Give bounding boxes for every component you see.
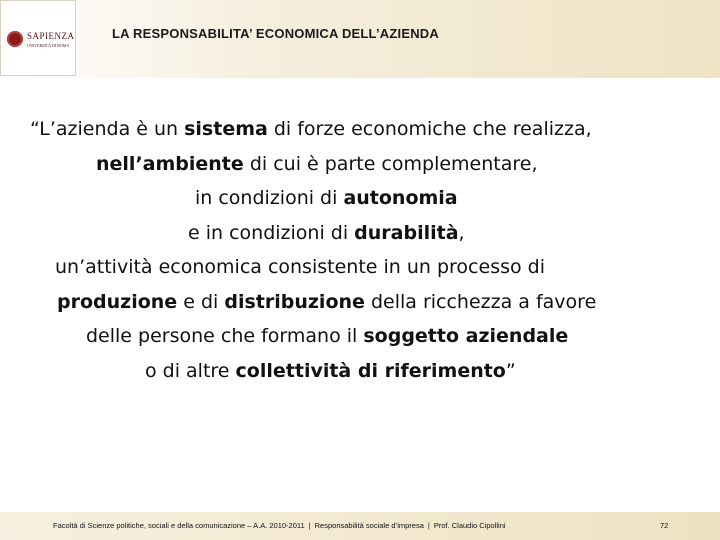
quote-text: della ricchezza a favore — [364, 290, 597, 313]
quote-line-8 — [145, 354, 516, 389]
quote-text: di cui è parte complementare, — [243, 152, 538, 175]
quote-text: o di altre — [145, 359, 236, 382]
footer-text — [53, 521, 506, 530]
footer-separator: | — [427, 521, 430, 530]
emphasized-text: durabilità — [354, 221, 459, 244]
seal-icon — [7, 31, 23, 47]
quote-line-5 — [55, 250, 545, 285]
slide-title: LA RESPONSABILITA’ ECONOMICA DELL’AZIENDA — [112, 26, 439, 41]
quote-line-7 — [86, 319, 568, 354]
slide-footer — [0, 512, 720, 540]
emphasized-text: produzione — [57, 290, 178, 313]
emphasized-text: nell’ambiente — [96, 152, 244, 175]
footer-separator: | — [308, 521, 311, 530]
quote-line-4 — [188, 216, 465, 251]
logo-subtitle: UNIVERSITÀ DI ROMA — [27, 43, 70, 48]
logo-name: SAPIENZA — [27, 31, 75, 41]
quote-line-6 — [57, 285, 596, 320]
quote-line-1 — [30, 112, 592, 147]
quote-text: di forze economiche che realizza, — [267, 118, 592, 140]
quote-line-3 — [195, 181, 458, 216]
quote-text: e in condizioni di — [188, 221, 355, 244]
quote-text: in condizioni di — [195, 187, 344, 209]
quote-text: , — [458, 221, 465, 244]
emphasized-text: sistema — [184, 118, 268, 140]
emphasized-text: autonomia — [343, 187, 458, 209]
quote-text: “L’azienda è un — [30, 118, 185, 140]
quote-text: un’attività economica consistente in un processo di — [55, 256, 545, 278]
footer-faculty: Facoltà di Scienze politiche, sociali e della comunicazione – A.A. 2010-2011 — [53, 521, 305, 530]
university-logo — [0, 0, 76, 76]
quote-line-2 — [96, 147, 538, 182]
page-number: 72 — [660, 521, 669, 530]
quote-text: ” — [505, 359, 516, 382]
emphasized-text: collettività di riferimento — [235, 359, 506, 382]
footer-course: Responsabilità sociale d’impresa — [314, 521, 424, 530]
quote-text: e di — [177, 290, 225, 313]
emphasized-text: distribuzione — [224, 290, 365, 313]
footer-professor: Prof. Claudio Cipollini — [433, 521, 506, 530]
emphasized-text: soggetto aziendale — [363, 325, 569, 347]
slide-header — [0, 0, 720, 78]
quote-text: delle persone che formano il — [86, 325, 364, 347]
